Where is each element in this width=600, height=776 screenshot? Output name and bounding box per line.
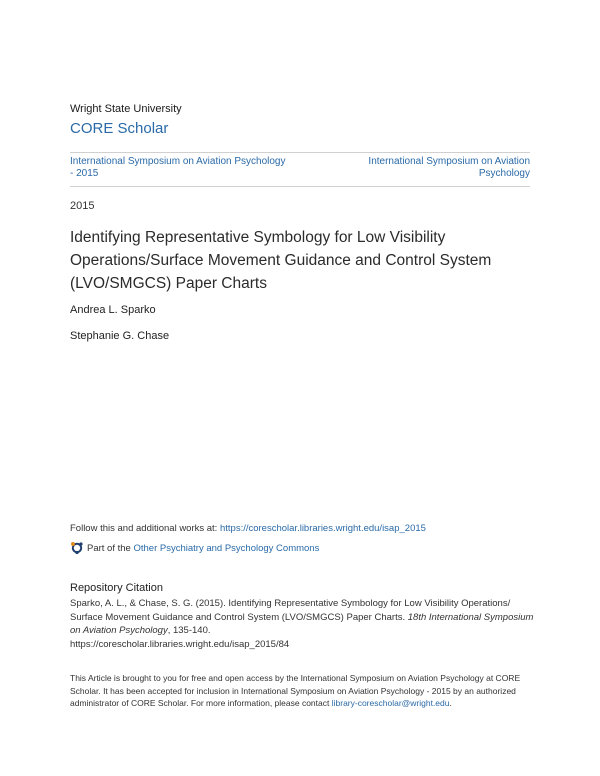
citation-url: https://corescholar.libraries.wright.edu/isap_2015/84 [70, 638, 290, 650]
citation-pages: , 135-140. [167, 625, 211, 636]
notice-text: This Article is brought to you for free and open access by the International Symposium on Aviation Psychology at CORE Scholar. It has been accepted for inclusion in International Symposium on Aviation Psychology - 2015 by an authorized administrator of CORE Scholar. For more information, please contact [70, 673, 521, 708]
follow-url-link[interactable]: https://corescholar.libraries.wright.edu/isap_2015 [219, 523, 426, 534]
university-name: Wright State University [70, 103, 182, 115]
author-2: Stephanie G. Chase [70, 330, 170, 342]
part-of-line [70, 541, 319, 555]
top-divider [70, 152, 530, 153]
series-link-main[interactable]: International Symposium on Aviation Psychology [368, 156, 530, 179]
paper-title: Identifying Representative Symbology for Low Visibility Operations/Surface Movement Guidance and Control System (LVO/SMGCS) Paper Charts [70, 229, 492, 292]
follow-line [70, 523, 426, 534]
citation-text [70, 597, 535, 651]
series-link-2015[interactable]: International Symposium on Aviation Psychology - 2015 [70, 156, 286, 179]
notice-end: . [449, 698, 452, 708]
access-notice [70, 672, 538, 710]
publication-year: 2015 [70, 200, 95, 212]
core-scholar-link[interactable]: CORE Scholar [70, 120, 169, 137]
commons-link[interactable]: Other Psychiatry and Psychology Commons [133, 542, 320, 554]
commons-network-icon [70, 541, 84, 555]
citation-venue: 18th International Symposium on Aviation Psychology [70, 611, 534, 636]
follow-label: Follow this and additional works at: [70, 523, 218, 534]
contact-email-link[interactable]: library-corescholar@wright.edu [331, 698, 450, 708]
citation-heading: Repository Citation [70, 582, 163, 594]
author-1: Andrea L. Sparko [70, 304, 156, 316]
part-of-label: Part of the [87, 542, 131, 554]
bottom-divider [70, 186, 530, 187]
citation-main: Sparko, A. L., & Chase, S. G. (2015). Identifying Representative Symbology for Low Visibility Operations/ Surface Movement Guidance and Control System (LVO/SMGCS) Paper Charts. [70, 598, 511, 623]
